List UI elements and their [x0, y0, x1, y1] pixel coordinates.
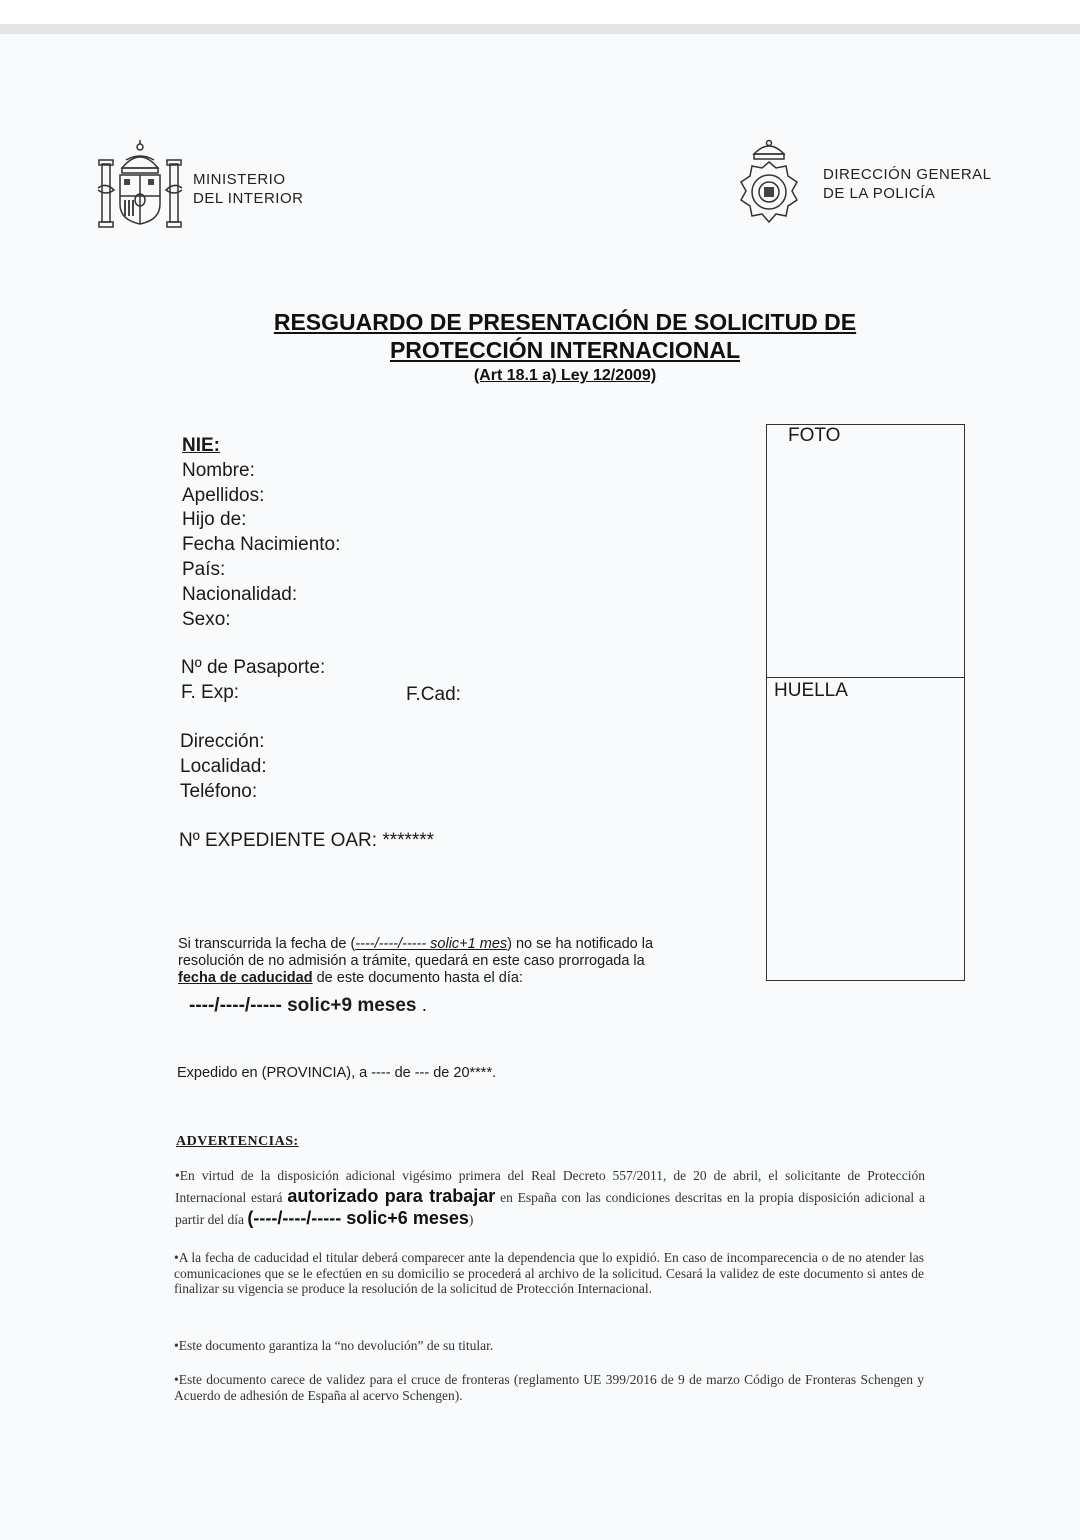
expiry-notice	[178, 936, 653, 987]
police-directorate-name: DIRECCIÓN GENERAL DE LA POLICÍA	[823, 166, 992, 202]
document-legal-reference: (Art 18.1 a) Ley 12/2009)	[473, 367, 657, 384]
pasaporte-label: Nº de Pasaporte:	[181, 657, 326, 678]
f-cad-label: F.Cad:	[406, 684, 461, 705]
top-bar-divider	[0, 24, 1080, 34]
hijo-de-label: Hijo de:	[182, 509, 247, 531]
warning-work-authorization: •En virtud de la disposición adicional vigésimo primera del Real Decreto 557/2011, de 20 de abril, el solicitante de Protección Internacional estará autorizado para trabajar en España con las condiciones descritas en la propia disposición adicional a partir del día (----/----/----- solic+6 meses)	[175, 1168, 925, 1228]
telefono-label: Teléfono:	[180, 780, 258, 802]
police-badge-icon	[734, 138, 804, 230]
photo-box-label: FOTO	[788, 425, 841, 446]
warning-expiry: •A la fecha de caducidad el titular deberá comparecer ante la dependencia que lo expidió. En caso de incomparecencia o de no atender las comunicaciones que se le efectúen en su domicilio se procederá al archivo de la solicitud. Cesará la validez de este documento si antes de finalizar su vigencia se produce la resolución de la solicitud de Protección Internacional.	[174, 1250, 924, 1296]
warnings-title: ADVERTENCIAS:	[176, 1134, 299, 1149]
issued-place-date: Expedido en (PROVINCIA), a ---- de --- de 20****.	[177, 1065, 497, 1081]
fecha-nacimiento-label: Fecha Nacimiento:	[182, 534, 341, 556]
direccion-label: Dirección:	[180, 731, 265, 752]
top-bar	[0, 0, 1080, 24]
work-authorization-text: autorizado para trabajar	[287, 1186, 496, 1206]
nie-label: NIE:	[182, 435, 220, 456]
warning-non-refoulement: •Este documento garantiza la “no devolución” de su titular.	[174, 1338, 494, 1353]
expediente-label: Nº EXPEDIENTE OAR: *******	[179, 830, 435, 851]
notice-line3: fecha de caducidad de este documento hasta el día:	[178, 970, 523, 986]
fecha-caducidad-text: fecha de caducidad	[178, 970, 313, 986]
ministry-name: MINISTERIO DEL INTERIOR	[193, 171, 304, 207]
apellidos-label: Apellidos:	[182, 484, 265, 506]
nacionalidad-label: Nacionalidad:	[182, 583, 298, 605]
fingerprint-box	[766, 677, 965, 981]
photo-box	[766, 424, 965, 678]
sexo-label: Sexo:	[182, 608, 231, 630]
fingerprint-box-label: HUELLA	[774, 680, 848, 701]
nombre-label: Nombre:	[182, 459, 255, 481]
notice-line1: Si transcurrida la fecha de (----/----/----- solic+1 mes) no se ha notificado la	[178, 936, 654, 952]
f-exp-label: F. Exp:	[181, 681, 240, 703]
extended-expiry-date: ----/----/----- solic+9 meses .	[189, 995, 428, 1016]
notice-line2: resolución de no admisión a trámite, quedará en este caso prorrogada la	[178, 953, 645, 969]
warning-border-crossing: •Este documento carece de validez para el cruce de fronteras (reglamento UE 399/2016 de 9 de marzo Código de Fronteras Schengen y Acuerdo de adhesión de España al acervo Schengen).	[174, 1372, 924, 1403]
coat-of-arms-spain-icon	[96, 138, 184, 230]
pais-label: País:	[182, 558, 226, 580]
passport-fields	[181, 656, 325, 706]
work-authorization-date: (----/----/----- solic+6 meses	[247, 1208, 469, 1228]
localidad-label: Localidad:	[180, 755, 267, 777]
personal-data-fields	[182, 434, 340, 632]
address-fields	[180, 730, 267, 804]
document-title-line1: RESGUARDO DE PRESENTACIÓN DE SOLICITUD DE	[273, 309, 857, 335]
document-title-line2: PROTECCIÓN INTERNACIONAL	[389, 337, 741, 363]
notice-date-one-month: ----/----/----- solic+1 mes	[355, 936, 508, 952]
